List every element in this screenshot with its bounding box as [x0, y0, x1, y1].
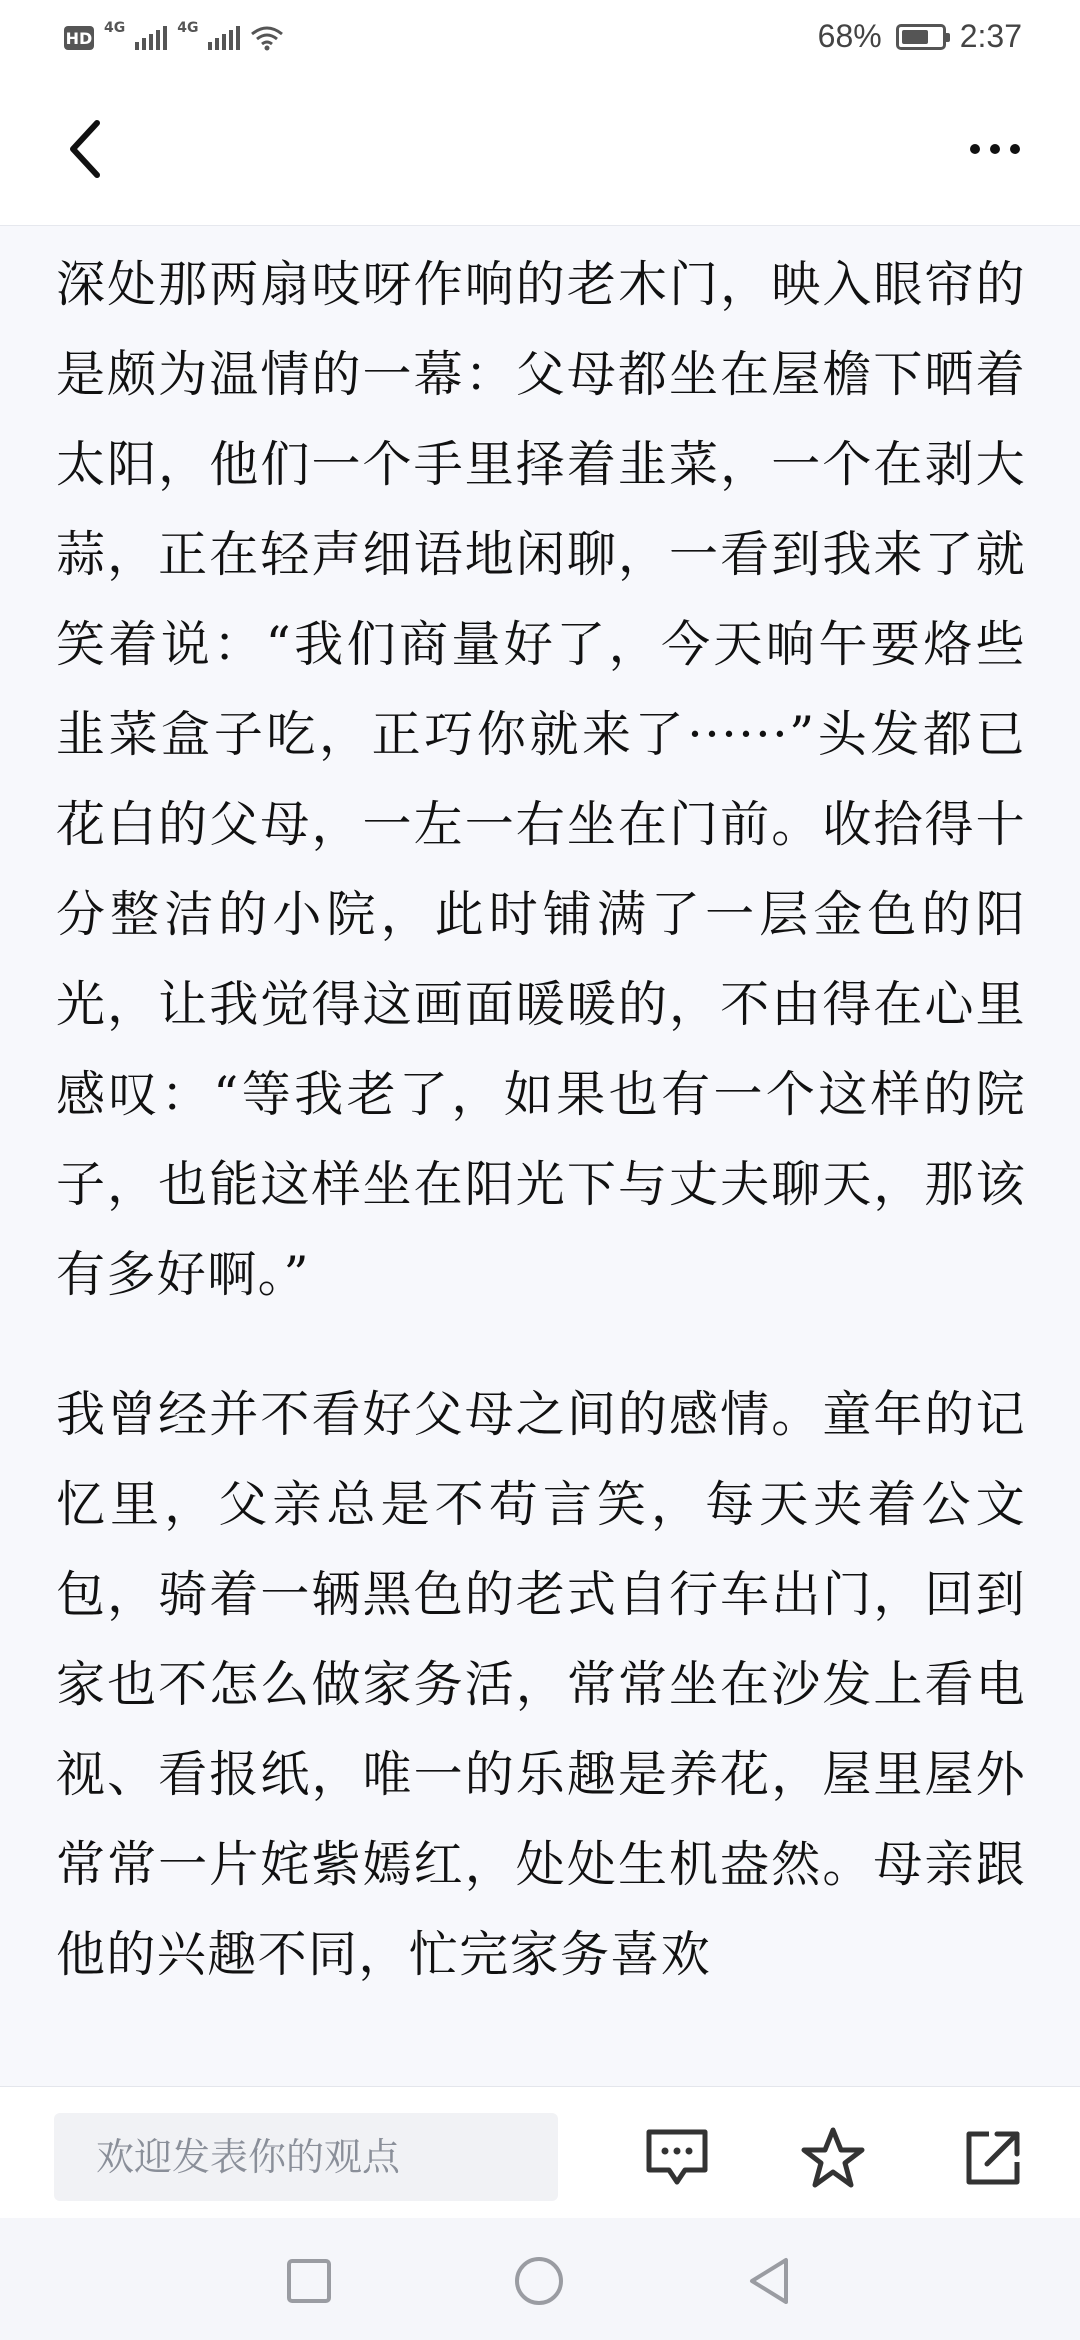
system-nav-bar: [0, 2218, 1080, 2340]
star-icon: [800, 2126, 866, 2190]
share-icon: [963, 2128, 1023, 2188]
battery-icon: [896, 24, 946, 50]
recent-apps-button[interactable]: [276, 2248, 342, 2314]
comment-button[interactable]: [632, 2113, 722, 2203]
app-header: [0, 76, 1080, 226]
network-type-label: 4G: [177, 20, 199, 36]
wifi-icon: [250, 25, 284, 51]
more-horizontal-icon: [970, 144, 980, 154]
more-options-button[interactable]: [950, 114, 1040, 184]
clock: 2:37: [959, 18, 1022, 54]
battery-percent: 68%: [817, 18, 882, 54]
article-paragraph: 我曾经并不看好父母之间的感情。童年的记忆里，父亲总是不苟言笑，每天夹着公文包，骑着一辆黑色的老式自行车出门，回到家也不怎么做家务活，常常坐在沙发上看电视、看报纸，唯一的乐趣是养花，屋里屋外常常一片姹紫嫣红，处处生机盎然。母亲跟他的兴趣不同，忙完家务喜欢: [56, 1386, 1026, 1983]
back-triangle-icon: [746, 2256, 792, 2306]
back-button[interactable]: [52, 114, 122, 184]
signal-icon: [208, 26, 240, 50]
signal-icon: [135, 26, 167, 50]
hd-icon: HD: [64, 26, 94, 50]
status-indicators: [64, 20, 284, 56]
share-button[interactable]: [948, 2113, 1038, 2203]
system-back-button[interactable]: [736, 2248, 802, 2314]
network-type-label: 4G: [104, 20, 126, 36]
comment-input[interactable]: [54, 2113, 558, 2201]
article-paragraph: 深处那两扇吱呀作响的老木门，映入眼帘的是颇为温情的一幕：父母都坐在屋檐下晒着太阳，他们一个手里择着韭菜，一个在剥大蒜，正在轻声细语地闲聊，一看到我来了就笑着说：“我们商量好了，今天晌午要烙些韭菜盒子吃，正巧你就来了······”头发都已花白的父母，一左一右坐在门前。收拾得十分整洁的小院，此时铺满了一层金色的阳光，让我觉得这画面暖暖的，不由得在心里感叹：“等我老了，如果也有一个这样的院子，也能这样坐在阳光下与丈夫聊天，那该有多好啊。”: [56, 256, 1026, 1303]
home-icon: [513, 2255, 565, 2307]
status-right: [818, 18, 1022, 55]
recent-apps-icon: [286, 2258, 332, 2304]
favorite-button[interactable]: [788, 2113, 878, 2203]
article-text: [56, 240, 1026, 2000]
status-bar: [0, 0, 1080, 76]
home-button[interactable]: [506, 2248, 572, 2314]
article-body[interactable]: [0, 226, 1080, 2086]
bottom-toolbar: [0, 2086, 1080, 2218]
chevron-left-icon: [67, 117, 107, 181]
battery-level: [902, 30, 928, 44]
comment-icon: [645, 2128, 709, 2188]
